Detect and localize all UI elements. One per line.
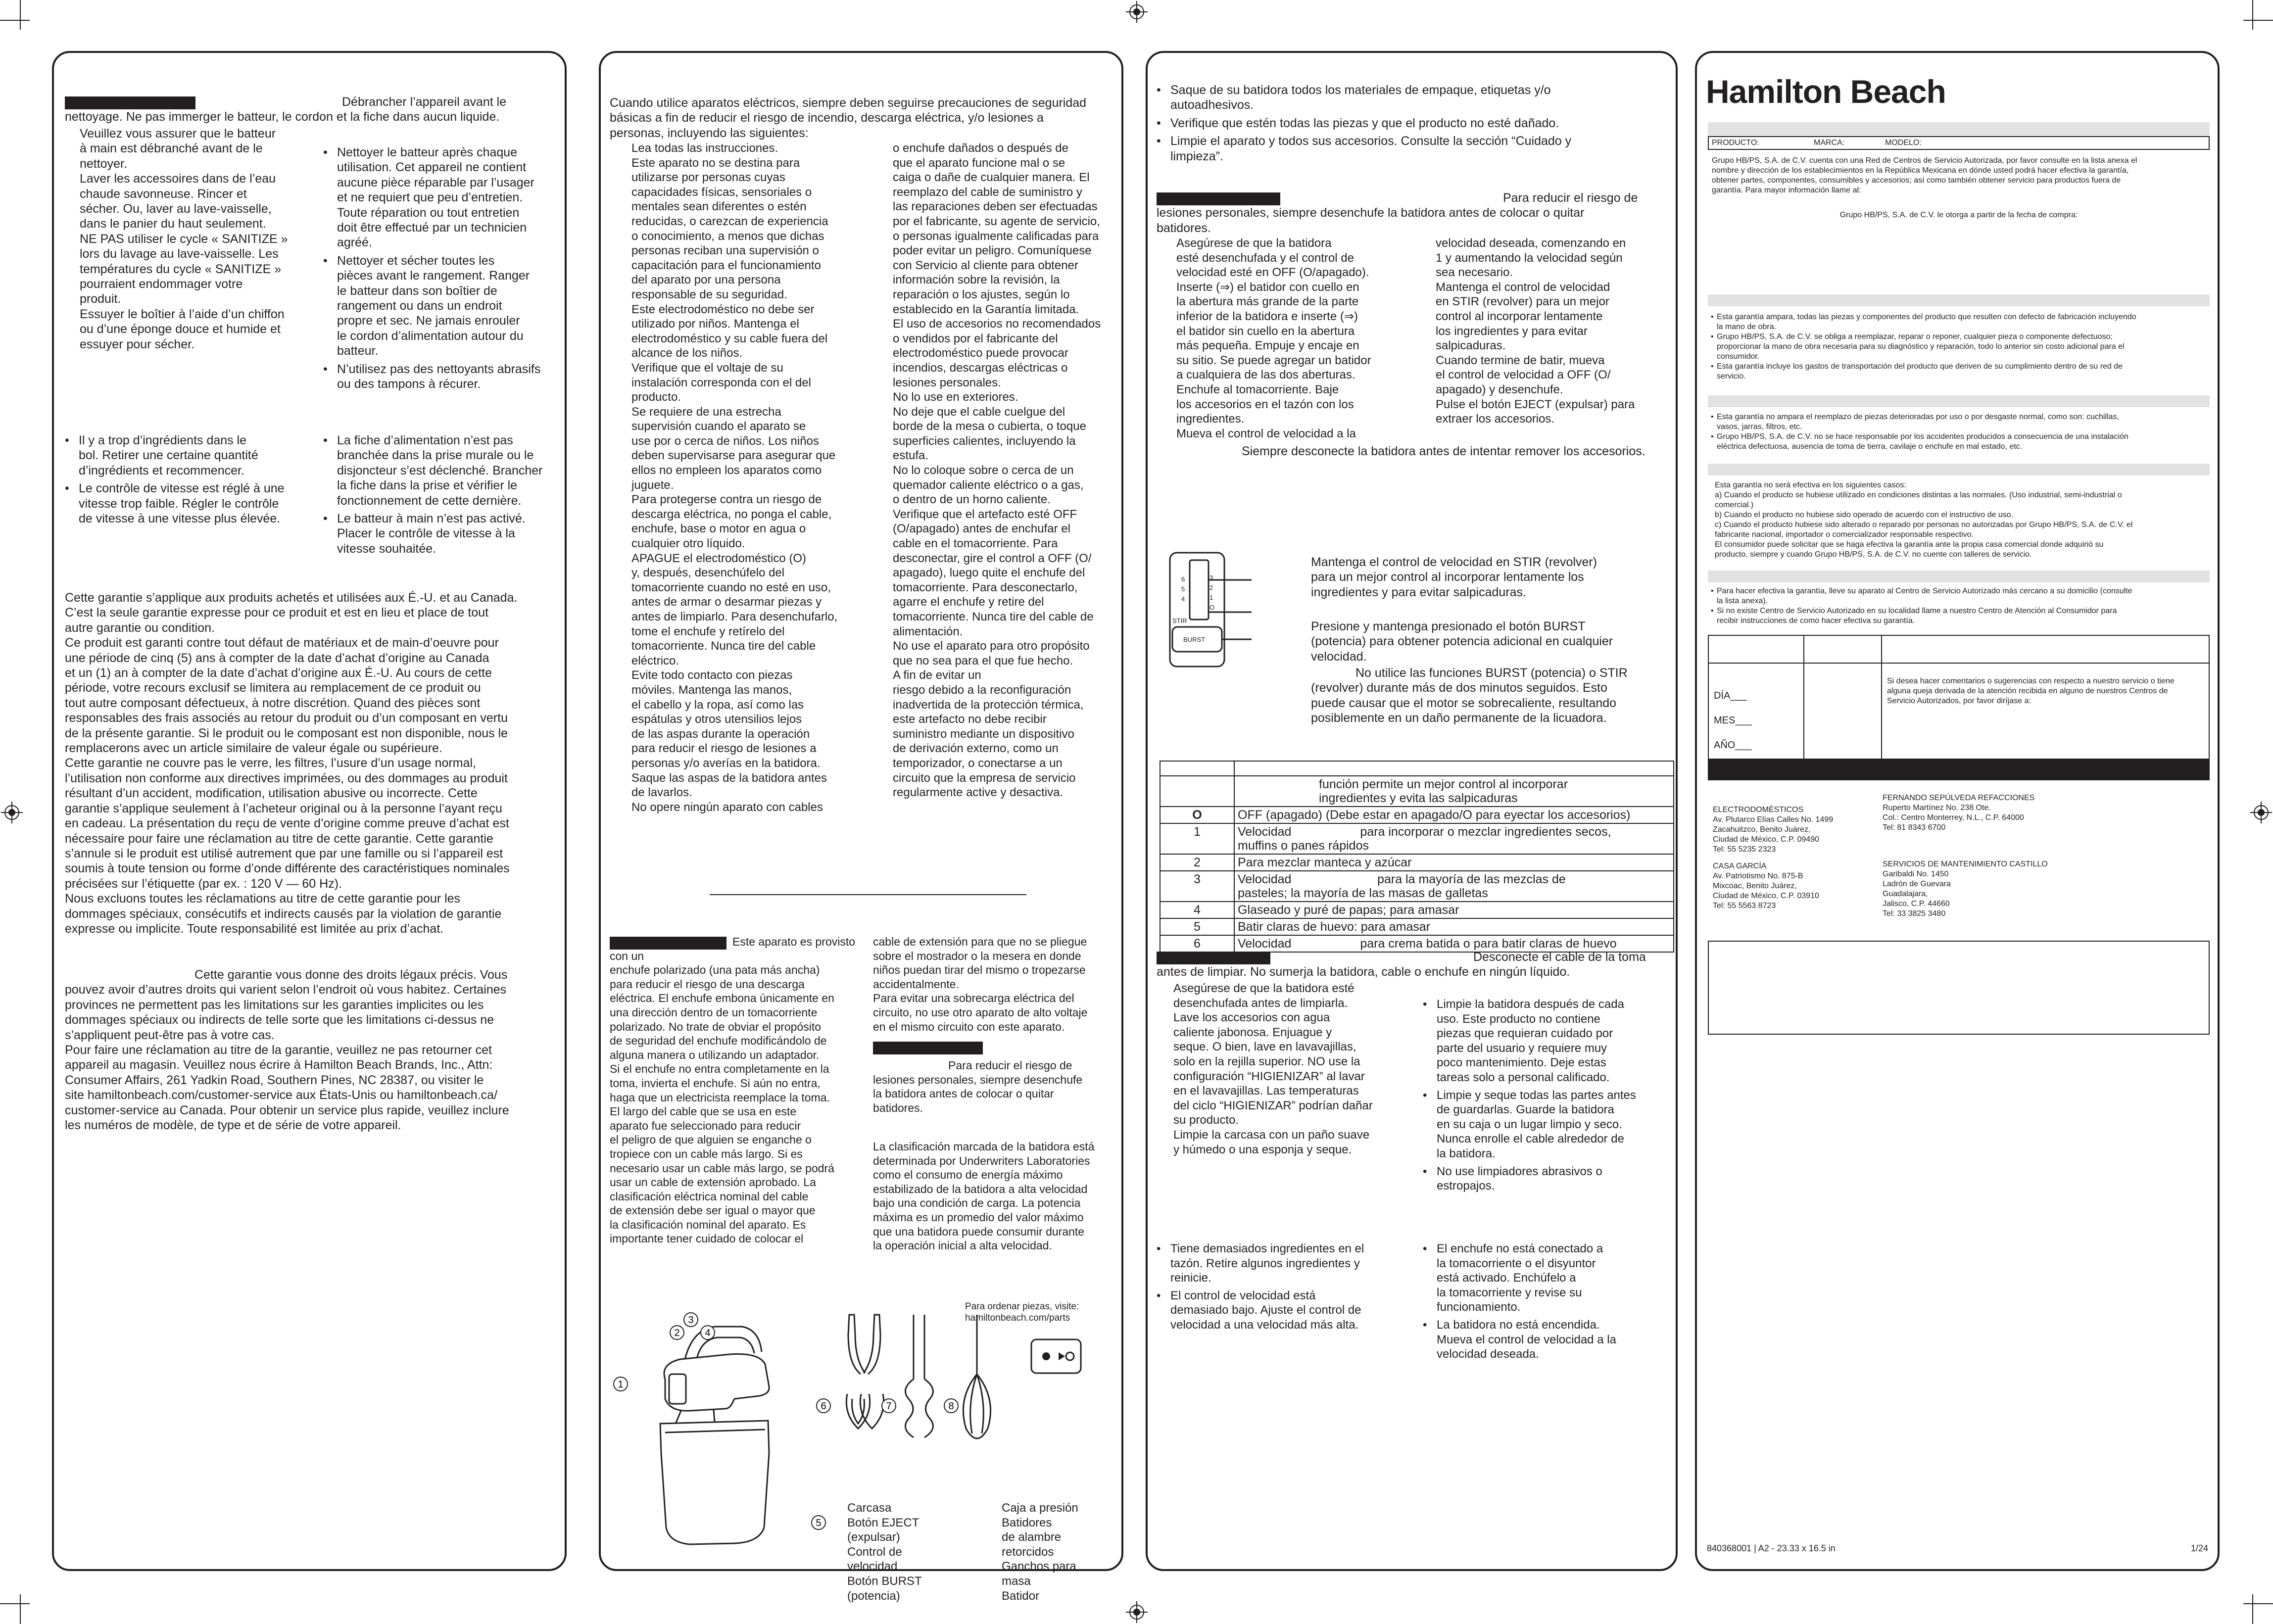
table-cell: 4 (1160, 902, 1234, 918)
stamp-box (1708, 941, 2210, 1035)
dial-label-off: O (1209, 604, 1215, 611)
dial-label-3: 3 (1209, 574, 1213, 581)
es-plug-left: Este aparato es provisto con un enchufe polarizado (una pata más ancha) para reducir el riesgo de una descarga eléctrica. El enchufe embona únicamente en una dirección dentro de un tomacorriente polarizado. No trate de obviar el propósito de seguridad del enchufe modificándolo de alguna manera o utilizando un adaptador. Si el enchufe no entra completamente en la toma, inviertа el enchufe. Si aún no entra, haga que un electricista reemplace la toma. El largo del cable que se usa en este aparato fue seleccionado para reducir el peligro de que alguien se enganche o tropiece con un cable más largo. Si es necesario usar un cable más largo, se podrá usar un cable de extensión aprobado. La clasificación eléctrica nominal del cable de extensión debe ser igual o mayor que la clasificación nominal del aparato. Es importante tener cuidado de colocar el (610, 935, 856, 1245)
registration-mark-bottom (1126, 1601, 1148, 1623)
es-care-left: Asegúrese de que la batidora esté desenchufada antes de limpiarla. Lave los accesorios con agua caliente jabonosa. Enjuague y seque. O bien, lave en lavavajillas, solo en la rejilla superior. NO use la configuración “HIGIENIZAR” al lavar en el lavavajillas. Las temperaturas del ciclo “HIGIENIZAR” podrían dañar su producto. Limpie la carcasa con un paño suave y húmedo o una esponja y seque. (1173, 982, 1373, 1156)
list-item: • El enchufe no está conectado a la tomacorriente o el disyuntor está activado. Enchúfelo a la tomacorriente y revise su funcionamiento. (1421, 1242, 1668, 1315)
callout-6: 6 (821, 1401, 826, 1412)
table-row (1160, 807, 1674, 823)
callout-4: 4 (705, 1328, 711, 1338)
crop-mark (20, 0, 21, 30)
footer-page: 1/24 (2191, 1543, 2209, 1553)
hamilton-beach-logo: Hamilton Beach (1706, 73, 1946, 110)
es-safety-intro: Cuando utilice aparatos eléctricos, siempre deben seguirse precauciones de seguridad básicas a fin de reducir el riesgo de incendio, descarga eléctrica, y/o lesiones a personas, incluyendo las siguientes: (610, 96, 1087, 140)
es-stir: Mantenga el control de velocidad en STIR (revolver) para un mejor control al incorporar lentamente los ingredientes y para evitar salpicaduras. (1311, 555, 1597, 599)
modelo-label: MODELO: (1885, 139, 1922, 147)
service-center-1: ELECTRODOMÉSTICOS Av. Plutarco Elías Calles No. 1499 Zacahuitzco, Benito Juárez, Ciudad de México, C.P. 09490 Tel: 55 5235 2323 (1713, 806, 1834, 854)
mx-otorga: Grupo HB/PS, S.A. de C.V. le otorga a partir de la fecha de compra: (1839, 211, 2078, 219)
grid-line (1881, 635, 1882, 760)
list-item: • Nettoyer et sécher toutes les pièces avant le rangement. Ranger le batteur dans son boîtier de rangement ou dans un endroit propre et sec. Ne jamais enrouler le cordon d’alimentation autour du batteur. (321, 253, 554, 359)
crop-mark (2243, 1603, 2273, 1604)
es-use-note: Siempre desconecte la batidora antes de intentar remover los accesorios. (1242, 444, 1645, 458)
fr-clean-left: Veuillez vous assurer que le batteur à main est débranché avant de le nettoyer. Laver les accessoires dans de l’eau chaude savonneuse. Rincer et sécher. Ou, laver au lave-vaisselle, dans le panier du haut seulement. NE PAS utiliser le cycle « SANITIZE » lors du lavage au lave-vaisselle. Les températures du cycle « SANITIZE » pourraient endommager votre produit. Essuyer le boîtier à l’aide d’un chiffon ou d’une éponge douce et humide et essuyer pour sécher. (80, 127, 288, 351)
table-row (1160, 902, 1674, 918)
product-row (1708, 136, 2210, 150)
list-item: • La batidora no está encendida. Mueva el control de velocidad a la velocidad deseada. (1421, 1318, 1668, 1362)
table-cell: 5 (1160, 918, 1234, 935)
panel-mexico-warranty (1695, 51, 2220, 1571)
dial-label-2: 2 (1209, 584, 1213, 591)
fr-warranty: Cette garantie s’applique aux produits achetés et utilisées aux É.-U. et au Canada. C’est la seule garantie expresse pour ce produit et est en lieu et place de tout autre garantie ou condition. Ce produit est garanti contre tout défaut de matériaux et de main-d’oeuvre pour une période de cinq (5) ans à compter de la date d’achat d’origine au Canada et un (1) an à compter de la date d’achat d’origine aux É.-U. Au cours de cette période, votre recours exclusif se limitera au remplacement de ce produit ou tout autre composant défectueux, à notre discrétion. Quand des pièces sont responsables des frais associés au retour du produit ou d’un composant en vertu de la présente garantie. Si le produit ou le composant est non disponible, nous le remplacerons avec un article similaire de valeur égale ou supérieure. Cette garantie ne couvre pas le verre, les filtres, l’usure d’un usage normal, l’utilisation non conforme aux directives imprimées, ou des dommages au produit résultant d’un accident, modification, utilisation abusive ou incorrecte. Cette garantie s’applique seulement à l’acheteur original ou à la personne l’ayant reçu en cadeau. La présentation du reçu de vente d’origine comme preuve d’achat est nécessaire pour faire une réclamation au titre de cette garantie. Cette garantie s’annule si le produit est utilisé autrement que par une famille ou si l’appareil est soumis à toute tension ou forme d’onde différente des caractéristiques nominales précisées sur l’étiquette (par ex. : 120 V — 60 Hz). Nous excluons toutes les réclamations au titre de cette garantie pour les dommages spéciaux, consécutifs et indirects causés par la violation de garantie expresse ou implicite. Toute responsabilité est limitée au prix d’achat. (65, 591, 518, 936)
list-item: • N’utilisez pas des nettoyants abrasifs ou des tampons à récurer. (321, 362, 554, 392)
table-cell: 3 (1160, 871, 1234, 902)
list-item: • Si no existe Centro de Servicio Autorizado en su localidad llame a nuestro Centro de Atención al Consumidor para recibir instrucciones de como hacer efectiva su garantía. (1710, 606, 2210, 626)
callout-8: 8 (948, 1401, 954, 1412)
mx-ampara (1710, 312, 2210, 382)
list-item: • Limpie y seque todas las partes antes de guardarlas. Guarde la batidora en su caja o un lugar limpio y seco. Nunca enrolle el cable alrededor de la batidora. (1421, 1088, 1668, 1161)
table-cell: Batir claras de huevo: para amasar (1234, 918, 1674, 935)
table-cell: función permite un mejor control al incorporar ingredientes y evita las salpicaduras (1234, 776, 1674, 807)
list-item: • Limpie el aparato y todos sus accesorios. Consulte la sección “Cuidado y limpieza”. (1155, 134, 1669, 164)
table-cell: O (1160, 807, 1234, 823)
dia-field: DÍA___ (1714, 690, 1747, 701)
ano-field: AÑO___ (1714, 740, 1752, 751)
table-cell: Velocidad para la mayoría de las mezclas de pasteles; la mayoría de las masas de galletas (1234, 871, 1674, 902)
list-item: • Verifique que estén todas las piezas y que el producto no esté dañado. (1155, 116, 1669, 131)
table-row (1160, 823, 1674, 854)
service-center-3: FERNANDO SEPÚLVEDA REFACCIONES Ruperto Martínez No. 238 Ote. Col.: Centro Monterrey, N.L., C.P. 64000 Tel: 81 8343 6700 (1883, 794, 2035, 832)
table-cell: 2 (1160, 854, 1234, 871)
speed-control-diagram (1153, 464, 1261, 671)
panel-french (52, 51, 567, 1571)
list-item: • Para hacer efectiva la garantía, lleve su aparato al Centro de Servicio Autorizado más cercano a su domicilio (consulte la lista anexa). (1710, 586, 2210, 606)
parts-left: Carcasa Botón EJECT (expulsar) Control de velocidad Botón BURST (potencia) (847, 1501, 922, 1603)
grid-shade (1708, 571, 2210, 582)
callout-5: 5 (816, 1518, 822, 1528)
service-center-4: SERVICIOS DE MANTENIMIENTO CASTILLO Garibaldi No. 1450 Ladrón de Guevara Guadalajara, Jalisco, C.P. 44660 Tel: 33 3825 3480 (1883, 860, 2048, 918)
crop-mark (2243, 20, 2273, 21)
es-trouble-left (1155, 1242, 1412, 1336)
mes-field: MES___ (1714, 715, 1752, 726)
list-item: • Saque de su batidora todos los materiales de empaque, etiquetas y/o autoadhesivos. (1155, 83, 1669, 113)
es-remove-bullets (1155, 83, 1669, 167)
es-care-intro: Desconecte el cable de la toma antes de limpiar. No sumerja la batidora, cable o enchufe en ningún líquido. (1157, 950, 1646, 979)
registration-mark-left (1, 802, 23, 823)
grid-shade (1708, 122, 2210, 136)
list-item: • Nettoyer le batteur après chaque utilisation. Cet appareil ne contient aucune pièce réparable par l’usager et ne requiert que peu d’entretien. Toute réparation ou tout entretien doit être effectué par un technicien agréé. (321, 145, 554, 250)
es-use-right: velocidad deseada, comenzando en 1 y aumentando la velocidad según sea necesario. Mantenga el control de velocidad en STIR (revolver) para un mejor control al incorporar lentamente los ingredientes y para evitar salpicaduras. Cuando termine de batir, mueva el control de velocidad a OFF (O/ apagado) y desenchufe. Pulse el botón EJECT (expulsar) para extraer los accesorios. (1436, 237, 1635, 426)
crop-mark (0, 1603, 30, 1604)
es-use-left: Asegúrese de que la batidora esté desenchufada y el control de velocidad esté en OFF (O/apagado). Inserte (⇒) el batidor con cuello en la abertura más grande de la parte inferior de la batidora e inserte (⇒) el batidor sin cuello en la abertura más pequeña. Empuje y encaje en su sitio. Se puede agregar un batidor a cualquiera de las dos aberturas. Enchufe al tomacorriente. Baje los accesorios en el tazón con los ingredientes. Mueva el control de velocidad a la (1176, 237, 1371, 440)
table-cell: Para mezclar manteca y azúcar (1234, 854, 1674, 871)
table-cell: 1 (1160, 823, 1234, 854)
list-item: • Le contrôle de vitesse est réglé à une vitesse trop faible. Régler le contrôle de vitesse à une vitesse plus élevée. (63, 481, 310, 526)
table-cell: OFF (apagado) (Debe estar en apagado/O para eyectar los accesorios) (1234, 807, 1674, 823)
footer-code: 840368001 | A2 - 23.33 x 16.5 in (1707, 1543, 1836, 1553)
crop-mark (20, 1594, 21, 1624)
list-item: • Grupo HB/PS, S.A. de C.V. no se hace responsable por los accidentes producidos a consecuencia de una instalación eléctrica defectuosa, ausencia de toma de tierra, cavilaje o enchufe en mal estado, etc. (1710, 432, 2210, 452)
mx-efectiva (1710, 586, 2210, 626)
table-cell: Glaseado y puré de papas; para amasar (1234, 902, 1674, 918)
fr-rights: Cette garantie vous donne des droits légaux précis. Vous pouvez avoir d’autres droits qui varient selon l’endroit où vous habitez. Certaines provinces ne permettent pas les limitations sur les garanties implicites ou les dommages spéciaux ou indirects de telle sorte que les limitations ci-dessus ne s’appliquent peut-être pas à votre cas. Pour faire une réclamation au titre de la garantie, veuillez ne pas retourner cet appareil au magasin. Veuillez nous écrire à Hamilton Beach Brands, Inc., Attn: Consumer Affairs, 261 Yadkin Road, Southern Pines, NC 28387, ou visiter le site hamiltonbeach.com/customer-service aux États-Unis ou hamiltonbeach.ca/ customer-service au Canada. Pour obtenir un service plus rapide, veuillez inclure les numéros de modèle, de type et de série de votre appareil. (65, 968, 509, 1133)
table-cell: Velocidad para crema batida o para batir claras de huevo (1234, 935, 1674, 952)
mx-intro: Grupo HB/PS, S.A. de C.V. cuenta con una Red de Centros de Servicio Autorizada, por favor consulte en la lista anexa el nombre y dirección de los establecimientos en la República Mexicana en dónde usted podrá hacer efectiva la garantía, obtener partes, componentes, consumibles y accesorios; así como también obtener servicio para productos fuera de garantía. Para mayor información llame al: (1712, 156, 2137, 194)
dial-label-5: 5 (1181, 585, 1185, 593)
es-safety-left: Lea todas las instrucciones. Este aparato no se destina para utilizarse por personas cuyas capacidades físicas, sensoriales o mentales sean diferentes o estén reducidas, o carezcan de experiencia o conocimiento, a menos que dichas personas reciban una supervisión o capacitación para el funcionamiento del aparato por una persona responsable de su seguridad. Este electrodoméstico no debe ser utilizado por niños. Mantenga el electrodoméstico y su cable fuera del alcance de los niños. Verifique que el voltaje de su instalación corresponda con el del producto. Se requiere de una estrecha supervisión cuando el aparato se use por o cerca de niños. Los niños deben supervisarse para asegurar que ellos no empleen los aparatos como juguete. Para protegerse contra un riesgo de descarga eléctrica, no ponga el cable, enchufe, base o motor en agua o cualquier otro líquido. APAGUE el electrodoméstico (O) y, después, desenchúfelo del tomacorriente cuando no esté en uso, antes de armar o desarmar piezas y antes de limpiarlo. Para desenchufarlo, tome el enchufe y retírelo del tomacorriente. Nunca tire del cable eléctrico. Evite todo contacto con piezas móviles. Mantenga las manos, el cabello y la ropa, así como las espátulas y otros utensilios lejos de las aspas durante la operación para reducir el riesgo de lesiones a personas y/o averías en la batidora. Saque las aspas de la batidora antes de lavarlos. No opere ningún aparato con cables (631, 142, 838, 814)
table-cell: Velocidad para incorporar o mezclar ingredientes secos, muffins o panes rápidos (1234, 823, 1674, 854)
list-item: • El control de velocidad está demasiado bajo. Ajuste el control de velocidad a una velocidad más alta. (1155, 1289, 1412, 1333)
stir-label: STIR (1172, 617, 1187, 624)
crop-mark (2252, 1594, 2253, 1624)
es-use-intro: Para reducir el riesgo de lesiones personales, siempre desenchufe la batidora antes de colocar o quitar batidores. (1157, 191, 1638, 235)
table-row (1160, 918, 1674, 935)
es-burst: Presione y mantenga presionado el botón BURST (potencia) para obtener potencia adicional en cualquier velocidad. (1311, 620, 1613, 664)
list-item: • Il y a trop d’ingrédients dans le bol. Retirer une certaine quantité d’ingrédients et recommencer. (63, 433, 310, 478)
table-row (1160, 776, 1674, 807)
list-item: • No use limpiadores abrasivos o estropajos. (1421, 1164, 1668, 1194)
list-item: • Esta garantía no ampara el reemplazo de piezas deterioradas por uso o por desgaste normal, como son: cuchillas, vasos, jarras, filtros, etc. (1710, 412, 2210, 432)
table-row (1160, 761, 1674, 776)
grid-shade (1708, 464, 2210, 476)
list-item: • Esta garantía incluye los gastos de transportación del producto que deriven de su cumplimiento dentro de su red de servicio. (1710, 362, 2210, 382)
registration-mark-top (1126, 1, 1148, 23)
fr-clean-right (321, 145, 554, 395)
grid-line (1708, 663, 2210, 664)
mx-noampara (1710, 412, 2210, 452)
es-rating: La clasificación marcada de la batidora está determinada por Underwriters Laboratories como el consumo de energía máximo estabilizado de la batidora a alta velocidad bajo una condición de carga. La potencia máxima es un promedio del valor máximo que una batidora puede consumir durante la operación inicial a alta velocidad. (873, 1140, 1095, 1252)
speed-table (1160, 761, 1674, 953)
es-care-right (1421, 997, 1668, 1196)
callout-3: 3 (688, 1315, 694, 1326)
table-row (1160, 854, 1674, 871)
dial-label-1: 1 (1209, 594, 1213, 601)
table-cell: 6 (1160, 935, 1234, 952)
list-item: • Grupo HB/PS, S.A. de C.V. se obliga a reemplazar, reparar o reponer, cualquier pieza o componente defectuoso; proporcionar la mano de obra necesaria para su diagnóstico y reparación, todo lo anterior sin costo adicional para el consumidor. (1710, 332, 2210, 362)
list-item: • La fiche d’alimentation n’est pas branchée dans la prise murale ou le disjoncteur s’est déclenché. Brancher la fiche dans la prise et vérifier le fonctionnement de cette dernière. (321, 433, 564, 508)
crop-mark (2252, 0, 2253, 30)
grid-line (1803, 635, 1804, 760)
marca-label: MARCA: (1814, 139, 1845, 147)
es-plug-right2: Para reducir el riesgo de lesiones personales, siempre desenchufe la batidora antes de colocar o quitar batidores. (873, 1059, 1083, 1114)
fr-clean-intro: Débrancher l’appareil avant le nettoyage. Ne pas immerger le batteur, le cordon et la fiche dans aucun liquide. (65, 95, 507, 124)
es-trouble-right (1421, 1242, 1668, 1365)
list-item: • Tiene demasiados ingredientes en el tazón. Retire algunos ingredientes y reinicie. (1155, 1242, 1412, 1286)
callout-7: 7 (886, 1401, 892, 1412)
mx-comentarios: Si desea hacer comentarios o sugerencias con respecto a nuestro servicio o tiene alguna queja derivada de la atención recibida en alguno de nuestros Centros de Servicio Autorizados, por favor diríjase a: (1887, 677, 2175, 705)
panel-spanish-safety (599, 51, 1123, 1603)
list-item: • Le batteur à main n’est pas activé. Placer le contrôle de vitesse à la vitesse souhaitée. (321, 511, 564, 556)
burst-label: BURST (1183, 636, 1206, 643)
service-center-2: CASA GARCÍA Av. Patriotismo No. 875-B Mixcoac, Benito Juárez, Ciudad de México, C.P. 03910 Tel: 55 5563 8723 (1713, 862, 1819, 910)
es-plug-right: cable de extensión para que no se pliegue sobre el mostrador o la mesera en donde niños puedan tirar del mismo o tropezarse accidentalmente. Para evitar una sobrecarga eléctrica del circuito, no use otro aparato de alto voltaje en el mismo circuito con este aparato. (873, 935, 1088, 1033)
fr-trouble-right (321, 433, 564, 559)
es-burst-warn: No utilice las funciones BURST (potencia) o STIR (revolver) durante más de dos minutos seguidos. Esto puede causar que el motor se sobrecaliente, resultando posiblemente en un daño permanente de la licuadora. (1311, 666, 1628, 725)
heading-bar-hands (873, 1042, 983, 1054)
table-row (1160, 871, 1674, 902)
callout-1: 1 (618, 1379, 624, 1390)
grid-shade (1708, 294, 2210, 306)
registration-mark-right (2250, 802, 2272, 823)
panel-spanish-use (1146, 51, 1678, 1571)
dial-label-4: 4 (1181, 595, 1185, 603)
dial-label-6: 6 (1181, 575, 1185, 583)
mx-casos: Esta garantía no será efectiva en los siguientes casos: a) Cuando el producto se hubiese utilizado en condiciones distintas a las normales. (Uso industrial, semi-industrial o comercial.) b) Cuando el producto no hubiese sido operado de acuerdo con el instructivo de uso. c) Cuando el producto hubiese sido alterado o reparado por personas no autorizadas por Grupo HB/PS, S.A. de C.V. el fabricante nacional, importador o comercializador responsable respectivo. El consumidor puede solicitar que se haga efectiva la garantía ante la propia casa comercial donde adquirió su producto, siempre y cuando Grupo HB/PS, S.A. de C.V. no cuente con talleres de servicio. (1715, 481, 2133, 559)
callout-2: 2 (674, 1328, 680, 1338)
fr-trouble-left (63, 433, 310, 529)
divider (710, 894, 1026, 895)
black-band (1708, 759, 2210, 780)
list-item: • Limpie la batidora después de cada uso. Este producto no contiene piezas que requieran cuidado por parte del usuario y requiere muy poco mantenimiento. Deje estas tareas solo a personal calificado. (1421, 997, 1668, 1085)
list-item: • Esta garantía ampara, todas las piezas y componentes del producto que resulten con defecto de fabricación incluyendo la mano de obra. (1710, 312, 2210, 332)
parts-right: Caja a presión Batidores de alambre retorcidos Ganchos para masa Batidor (1002, 1501, 1078, 1603)
crop-mark (0, 20, 30, 21)
parts-order: Para ordenar piezas, visite: hamiltonbeach.com/parts (965, 1301, 1079, 1323)
grid-shade (1708, 395, 2210, 407)
producto-label: PRODUCTO: (1712, 139, 1759, 147)
es-safety-right: o enchufe dañados o después de que el aparato funcione mal o se caiga o dañe de cualquier manera. El reemplazo del cable de suministro y las reparaciones deben ser efectuadas por el fabricante, su agente de servicio, o personas igualmente calificadas para poder evitar un peligro. Comuníquese con Servicio al cliente para obtener información sobre la revisión, la reparación o los ajustes, según lo establecido en la Garantía limitada. El uso de accesorios no recomendados o vendidos por el fabricante del electrodoméstico puede provocar incendios, descargas eléctricas o lesiones personales. No lo use en exteriores. No deje que el cable cuelgue del borde de la mesa o cubierta, o toque superficies calientes, incluyendo la estufa. No lo coloque sobre o cerca de un quemador caliente eléctrico o a gas, o dentro de un horno caliente. Verifique que el artefacto esté OFF (O/apagado) antes de enchufar el cable en el tomacorriente. Para desconectar, gire el control a OFF (O/ apagado), luego quite el enchufe del tomacorriente. Para desconectarlo, agarre el enchufe y retire del tomacorriente. Nunca tire del cable de alimentación. No use el aparato para otro propósito que no sea para el que fue hecho. A fin de evitar un riesgo debido a la reconfiguración inadvertida de la protección térmica, este artefacto no debe recibir suministro mediante un dispositivo de derivación externo, como un temporizador, o conectarse a un circuito que la empresa de servicio regularmente active y desactiva. (893, 142, 1101, 800)
